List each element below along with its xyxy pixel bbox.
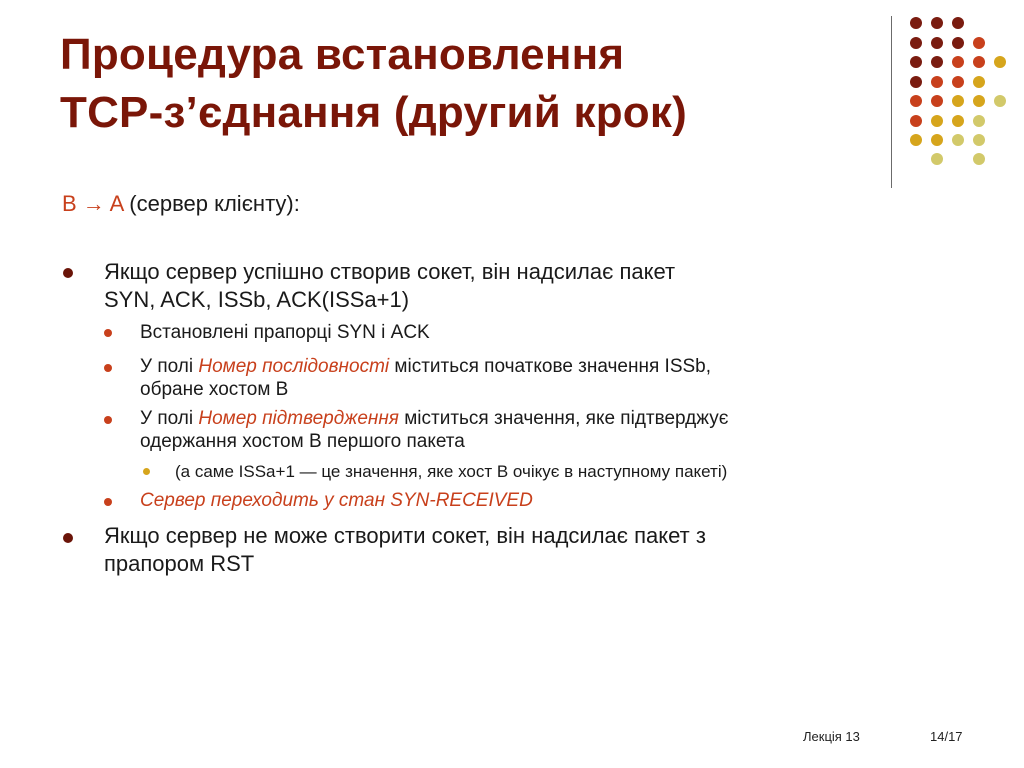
bullet-dot-level2 [104, 498, 112, 506]
decorative-dot [931, 115, 943, 127]
subbullet-syn-received: Сервер переходить у стан SYN-RECEIVED [140, 490, 533, 511]
ack-number-field: Номер підтвердження [198, 408, 399, 429]
bullet-dot-level2 [104, 416, 112, 424]
direction-note: (сервер клієнту): [129, 191, 300, 216]
sequence-number-field: Номер послідовності [198, 356, 390, 377]
decorative-dot [910, 37, 922, 49]
decorative-dot [931, 95, 943, 107]
bullet-2-line-1: Якщо сервер не може створити сокет, він надсилає пакет з [104, 523, 706, 548]
decorative-dot [973, 95, 985, 107]
subbullet-ack-suffix: міститься значення, яке підтверджує [398, 408, 729, 429]
decorative-dot [910, 76, 922, 88]
decorative-dot [952, 17, 964, 29]
decorative-dot [931, 153, 943, 165]
footer-page-number: 14/17 [930, 729, 963, 744]
decorative-dot [994, 56, 1006, 68]
bullet-dot-level3 [143, 468, 150, 475]
decorative-dot [994, 95, 1006, 107]
decorative-divider-line [891, 16, 892, 188]
decorative-dot [931, 56, 943, 68]
decorative-dot [931, 76, 943, 88]
bullet-dot-level1 [63, 268, 73, 278]
decorative-dot [952, 76, 964, 88]
subbullet-flags: Встановлені прапорці SYN і ACK [140, 322, 430, 343]
bullet-dot-level2 [104, 329, 112, 337]
decorative-dot [973, 134, 985, 146]
subsubbullet-issa: (а саме ISSa+1 — це значення, яке хост B очікує в наступному пакеті) [175, 462, 728, 481]
decorative-dot [973, 76, 985, 88]
subbullet-ack-prefix: У полі [140, 408, 199, 429]
direction-label: B → A [62, 191, 124, 216]
decorative-dot [973, 37, 985, 49]
subbullet-sequence-number [140, 355, 711, 378]
decorative-dot [910, 56, 922, 68]
bullet-1-line-1: Якщо сервер успішно створив сокет, він надсилає пакет [104, 259, 676, 284]
decorative-dot [931, 37, 943, 49]
decorative-dot [973, 115, 985, 127]
decorative-dot [931, 134, 943, 146]
decorative-dot [910, 115, 922, 127]
subbullet-ack-number [140, 407, 728, 430]
footer-lecture: Лекція 13 [803, 729, 860, 744]
decorative-dot [910, 95, 922, 107]
slide-title [60, 26, 860, 142]
bullet-dot-level1 [63, 533, 73, 543]
subbullet-sequence-prefix: У полі [140, 356, 199, 377]
subbullet-sequence-line-2: обране хостом B [140, 379, 289, 400]
decorative-dot [952, 95, 964, 107]
direction-subheading [62, 190, 300, 218]
decorative-dot [973, 56, 985, 68]
decorative-dot [952, 56, 964, 68]
bullet-dot-level2 [104, 364, 112, 372]
decorative-dot [952, 115, 964, 127]
decorative-dot [910, 17, 922, 29]
title-line-2: TCP-з’єднання (другий крок) [60, 88, 687, 137]
subbullet-ack-line-2: одержання хостом B першого пакета [140, 431, 465, 452]
subbullet-sequence-suffix: міститься початкове значення ISSb, [389, 356, 712, 377]
decorative-dot [910, 134, 922, 146]
bullet-2-line-2: прапором RST [104, 551, 255, 576]
bullet-1-line-2: SYN, ACK, ISSb, ACK(ISSa+1) [104, 287, 410, 312]
decorative-dot [931, 17, 943, 29]
decorative-dot [952, 37, 964, 49]
decorative-dot [952, 134, 964, 146]
title-line-1: Процедура встановлення [60, 30, 625, 79]
decorative-dot [973, 153, 985, 165]
